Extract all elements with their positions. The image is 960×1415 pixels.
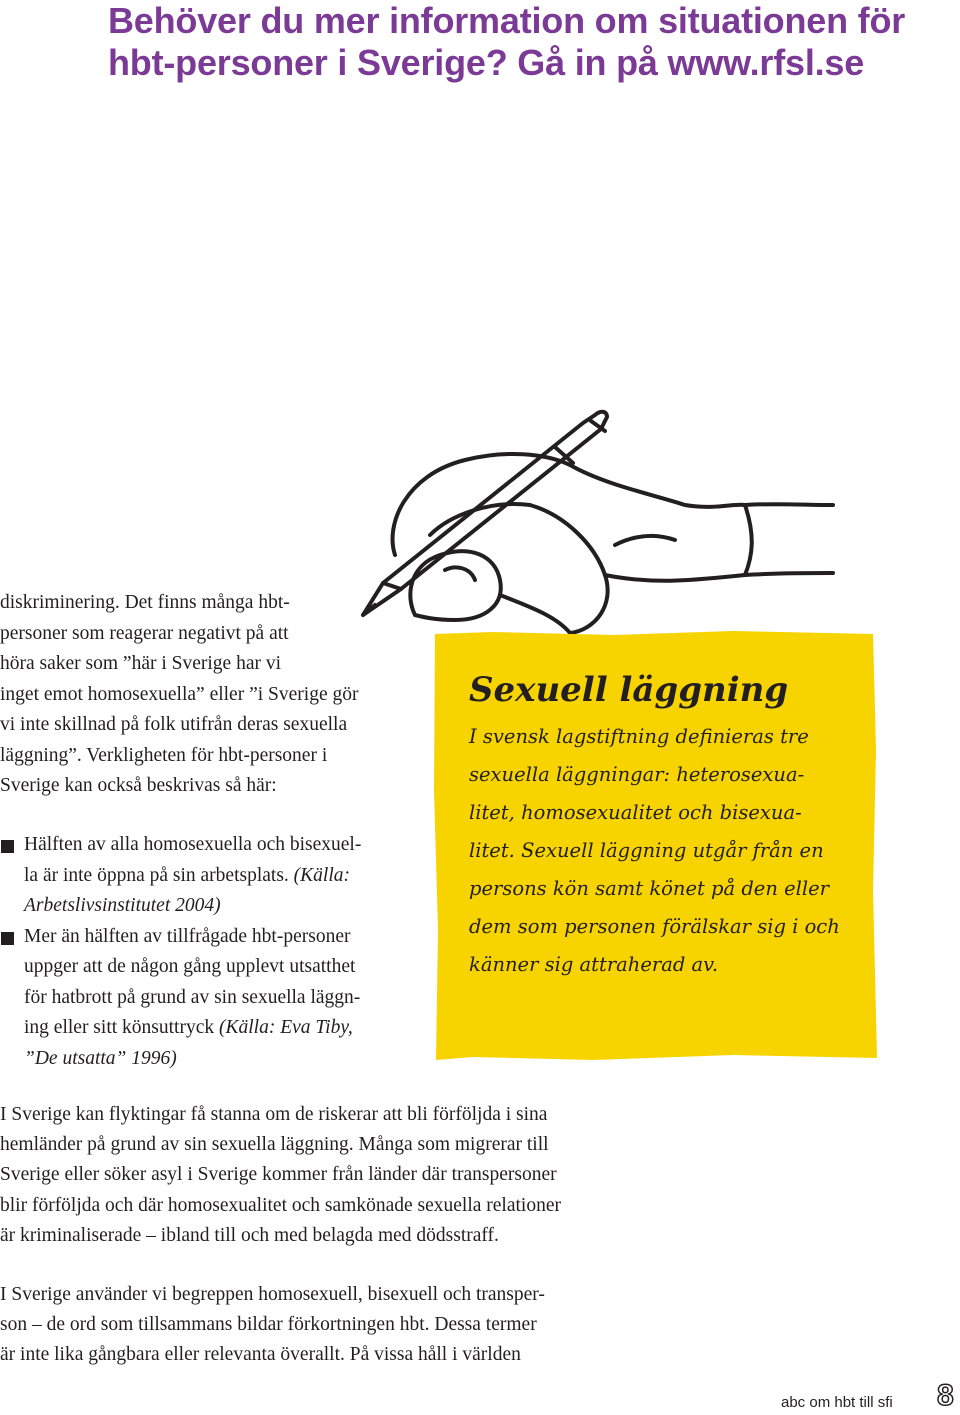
callout-line: litet. Sexuell läggning utgår från en xyxy=(469,839,824,862)
callout-line: dem som personen förälskar sig i och xyxy=(469,915,840,938)
callout-line: I svensk lagstiftning definieras tre xyxy=(469,725,809,748)
callout-line: sexuella läggningar: heterosexua- xyxy=(469,763,805,786)
intro-line: höra saker som ”här i Sverige har vi xyxy=(0,653,282,674)
hand-writing-illustration xyxy=(355,405,835,650)
paragraph-line: är kriminaliserade – ibland till och med belagda med dödsstraff. xyxy=(0,1224,499,1246)
list-item-source: (Källa: xyxy=(293,864,351,886)
callout-line: persons kön samt könet på den eller xyxy=(469,877,829,900)
callout-body xyxy=(469,718,869,984)
square-bullet-icon xyxy=(1,932,14,945)
intro-line: inget emot homosexuella” eller ”i Sverige gör xyxy=(0,683,359,705)
paragraph-line: Sverige eller söker asyl i Sverige kommer från länder där transpersoner xyxy=(0,1164,557,1186)
headline-line: Behöver du mer information om situationen för xyxy=(108,0,906,41)
headline-line: hbt-personer i Sverige? Gå in på www.rfsl.se xyxy=(108,42,865,83)
list-item-source: (Källa: Eva Tiby, xyxy=(218,1017,353,1038)
page-headline xyxy=(108,0,958,84)
callout-line: litet, homosexualitet och bisexua- xyxy=(469,801,802,824)
intro-line: läggning”. Verkligheten för hbt-personer i xyxy=(0,744,328,766)
list-item-line xyxy=(0,861,430,892)
paragraph-line: I Sverige kan flyktingar få stanna om de riskerar att bli förföljda i sina xyxy=(0,1104,548,1125)
list-item-line: Mer än hälften av tillfrågade hbt-personer xyxy=(24,925,351,947)
list-item-text: ing eller sitt könsuttryck xyxy=(24,1017,219,1038)
paragraph-line: son – de ord som tillsammans bildar förkortningen hbt. Dessa termer xyxy=(0,1314,537,1336)
list-item xyxy=(0,922,430,1075)
definition-callout xyxy=(433,630,878,1062)
paragraph-line: hemländer på grund av sin sexuella läggning. Många som migrerar till xyxy=(0,1134,549,1156)
callout-line: känner sig attraherad av. xyxy=(469,953,719,976)
list-item-line: för hatbrott på grund av sin sexuella läggn- xyxy=(24,986,361,1008)
fact-list xyxy=(0,830,430,1074)
page-number: 8 xyxy=(937,1379,954,1412)
paragraph-line: är inte lika gångbara eller relevanta överallt. På vissa håll i världen xyxy=(0,1344,521,1366)
list-item-source: Arbetslivsinstitutet 2004) xyxy=(24,895,221,916)
list-item xyxy=(0,830,430,922)
intro-line: diskriminering. Det finns många hbt- xyxy=(0,592,290,613)
terminology-paragraph xyxy=(0,1280,650,1371)
refugee-paragraph xyxy=(0,1100,650,1251)
paragraph-line: blir förföljda och där homosexualitet och samkönade sexuella relationer xyxy=(0,1194,561,1216)
list-item-line xyxy=(0,1013,430,1044)
list-item-line: uppger att de någon gång upplevt utsatthet xyxy=(24,956,356,977)
list-item-line: Hälften av alla homosexuella och bisexuel- xyxy=(24,834,362,855)
list-item-text: la är inte öppna på sin arbetsplats. xyxy=(24,864,294,886)
intro-line: Sverige kan också beskrivas så här: xyxy=(0,775,277,796)
intro-line: personer som reagerar negativt på att xyxy=(0,622,289,644)
list-item-source: ”De utsatta” 1996) xyxy=(24,1047,177,1069)
paragraph-line: I Sverige använder vi begreppen homosexuell, bisexuell och transper- xyxy=(0,1284,545,1305)
publication-title: abc om hbt till sfi xyxy=(781,1394,893,1411)
square-bullet-icon xyxy=(1,840,14,853)
callout-title: Sexuell läggning xyxy=(469,670,789,710)
intro-paragraph xyxy=(0,588,420,802)
intro-line: vi inte skillnad på folk utifrån deras sexuella xyxy=(0,714,348,735)
